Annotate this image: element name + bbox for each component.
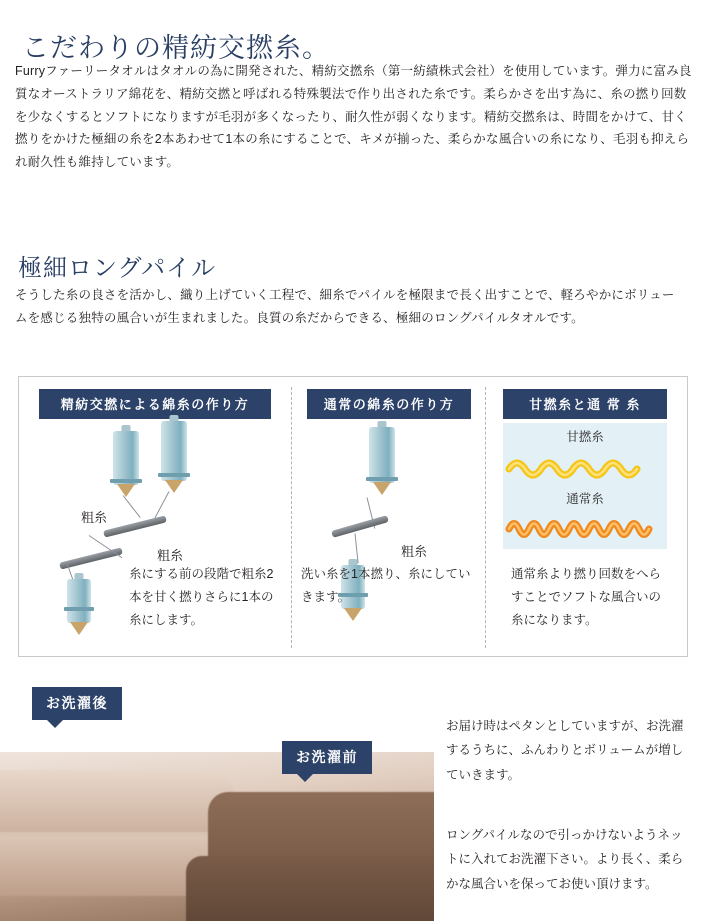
diagram-panel-title-3: 甘撚糸と通 常 糸: [503, 389, 667, 419]
label-soft-twist-yarn: 甘撚糸: [566, 430, 604, 444]
label-normal-yarn: 通常糸: [566, 492, 604, 506]
intro-paragraph: Furryファーリータオルはタオルの為に開発された、精紡交撚糸（第一紡績株式会社）を使用しています。弾力に富み良質なオーストラリア綿花を、精紡交撚と呼ばれる特殊製法で作り出された糸です。柔らかさを出す為に、糸の撚り回数を少なくするとソフトになりますが毛羽が多くなったり、耐久性が弱くなります。精紡交撚糸は、時間をかけて、甘く撚りをかけた極細の糸を2本あわせて1本の糸にすることで、キメが揃った、柔らかな風合いの糸になり、毛羽も抑えられ耐久性も維持しています。: [15, 64, 692, 169]
care-text-washing: ロングパイルなので引っかけないようネットに入れてお洗濯下さい。より長く、柔らかな風合いを保ってお使い頂けます。: [446, 828, 684, 891]
bobbin-tip-icon: [373, 482, 391, 495]
bobbin-body: [113, 431, 139, 485]
roller-icon-1: [103, 515, 167, 537]
diagram-caption-1: 糸にする前の段階で粗糸2本を甘く撚りさらに1本の糸にします。: [129, 567, 274, 628]
label-roving-1: 粗糸: [81, 510, 108, 525]
bobbin-band: [158, 473, 190, 477]
thread-line: [123, 495, 141, 518]
diagram-caption-3: 通常糸より撚り回数をへらすことでソフトな風合いの糸になります。: [511, 567, 662, 628]
bobbin-band: [64, 607, 94, 611]
long-pile-paragraph: そうした糸の良さを活かし、織り上げていく工程で、細糸でパイルを極限まで長く出すことで、軽ろやかにボリュームを感じる独特の風合いが生まれました。良質の糸だからできる、極細のロングパイルタオルです。: [15, 288, 675, 325]
bobbin-icon-2: [161, 415, 187, 493]
thread-line: [154, 491, 169, 518]
label-roving-2: 粗糸: [157, 548, 184, 563]
towel-stack-light: [0, 770, 236, 832]
care-text-volume: お届け時はペタンとしていますが、お洗濯するうちに、ふんわりとボリュームが増していきます。: [446, 719, 684, 782]
page-title: こだわりの精紡交撚糸。: [22, 33, 330, 64]
bobbin-body: [67, 579, 91, 623]
badge-after-wash: お洗濯後: [32, 687, 122, 720]
label-roving-3: 粗糸: [401, 544, 428, 559]
bobbin-icon-3: [67, 573, 91, 635]
bobbin-tip-icon: [70, 622, 88, 635]
towel-photo: [0, 752, 434, 921]
bobbin-body: [369, 427, 395, 483]
bobbin-icon-4: [369, 421, 395, 495]
badge-before-wash: お洗濯前: [282, 741, 372, 774]
bobbin-tip-icon: [117, 484, 135, 497]
diagram-panel-title-1: 精紡交撚による綿糸の作り方: [39, 389, 271, 419]
yarn-process-diagram: [18, 376, 688, 657]
diagram-divider-2: [485, 387, 486, 648]
bobbin-tip-icon: [344, 608, 362, 621]
section-title-long-pile: 極細ロングパイル: [18, 254, 217, 282]
diagram-divider-1: [291, 387, 292, 648]
towel-stack-dark-2: [186, 856, 434, 921]
bobbin-icon-1: [113, 425, 139, 497]
diagram-caption-2: 洗い糸を1本撚り、糸にしていきます。: [301, 567, 471, 605]
diagram-panel-title-2: 通常の綿糸の作り方: [307, 389, 471, 419]
bobbin-band: [366, 477, 398, 481]
roller-icon-3: [331, 515, 389, 538]
bobbin-body: [161, 421, 187, 481]
bobbin-band: [110, 479, 142, 483]
